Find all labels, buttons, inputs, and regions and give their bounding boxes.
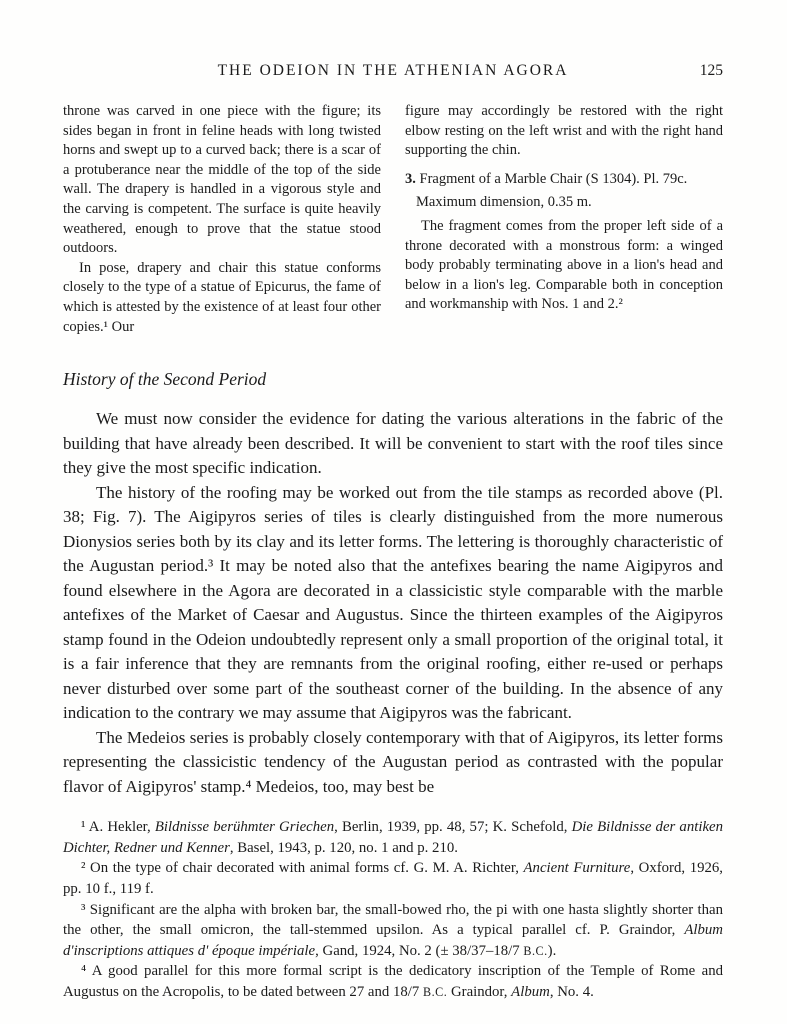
footnotes xyxy=(63,817,723,1002)
paragraph: figure may accordingly be restored with the right elbow resting on the left wrist and with the right hand supporting the chin. xyxy=(405,103,723,159)
left-column xyxy=(63,102,381,337)
paragraph: We must now consider the evidence for dating the various alterations in the fabric of the building that have already been described. It will be convenient to start with the roof tiles since they give the most specific indication. xyxy=(63,409,723,478)
page-header xyxy=(63,62,723,80)
paragraph: The Medeios series is probably closely contemporary with that of Aigipyros, its letter forms representing the classicistic tendency of the Augustan period as contrasted with the popular flavor of Aigipyros' stamp.⁴ Medeios, too, may best be xyxy=(63,727,723,796)
two-column-section xyxy=(63,102,723,337)
page-number: 125 xyxy=(699,62,723,79)
right-column xyxy=(405,102,723,337)
paragraph: In pose, drapery and chair this statue conforms closely to the type of a statue of Epicurus, the fame of which is attested by the existence of at least four other copies.¹ Our xyxy=(63,259,381,335)
footnote-2: ² On the type of chair decorated with animal forms cf. G. M. A. Richter, Ancient Furniture, Oxford, 1926, pp. 10 f., 119 f. xyxy=(63,860,723,897)
paragraph: The history of the roofing may be worked out from the tile stamps as recorded above (Pl. 38; Fig. 7). The Aigipyros series of tiles is clearly distinguished from the more numerous Dionysios series both by its clay and its letter forms. The lettering is thoroughly characteristic of the Augustan period.³ It may be noted also that the antefixes bearing the name Aigipyros and found elsewhere in the Agora are decorated in a classicistic style comparable with the marble antefixes of the Market of Caesar and Augustus. Since the thirteen examples of the Aigipyros stamp found in the Odeion undoubtedly represent only a small proportion of the original total, it is a fair inference that they are remnants from the original roofing, either re-used or perhaps never disturbed over some part of the southeast corner of the building. In the absence of any indication to the contrary we may assume that Aigipyros was the fabricant. xyxy=(63,482,723,723)
section-heading: History of the Second Period xyxy=(63,369,267,390)
footnote-1: ¹ A. Hekler, Bildnisse berühmter Griechen, Berlin, 1939, pp. 48, 57; K. Schefold, Die Bildnisse der antiken Dichter, Redner und Kenner, Basel, 1943, p. 120, no. 1 and p. 210. xyxy=(63,819,723,856)
footnote-3: ³ Significant are the alpha with broken bar, the small-bowed rho, the pi with one hasta slightly shorter than the other, the small omicron, the tall-stemmed upsilon. As a typical parallel cf. P. Graindor, Album d'inscriptions attiques d' époque impériale, Gand, 1924, No. 2 (± 38/37–18/7 B.C.). xyxy=(63,901,723,959)
footnote-4: ⁴ A good parallel for this more formal script is the dedicatory inscription of the Temple of Rome and Augustus on the Acropolis, to be dated between 27 and 18/7 B.C. Graindor, Album, No. 4. xyxy=(63,963,723,1000)
paragraph: The fragment comes from the proper left side of a throne decorated with a monstrous form: a winged body probably terminating above in a lion's head and below in a lion's leg. Comparable both in conception and workmanship with Nos. 1 and 2.² xyxy=(405,217,723,313)
catalog-entry-heading: 3. Fragment of a Marble Chair (S 1304). Pl. 79c. xyxy=(405,170,688,187)
running-title: THE ODEION IN THE ATHENIAN AGORA xyxy=(217,62,569,79)
paragraph: throne was carved in one piece with the figure; its sides began in front in feline heads with long twisted horns and swept up to a curved back; there is a scar of a protuberance near the middle of the top of the side wall. The drapery is handled in a vigorous style and the carving is competent. The surface is quite heavily weathered, enough to prove that the statue stood outdoors. xyxy=(63,103,381,257)
dimension-line: Maximum dimension, 0.35 m. xyxy=(416,194,592,211)
